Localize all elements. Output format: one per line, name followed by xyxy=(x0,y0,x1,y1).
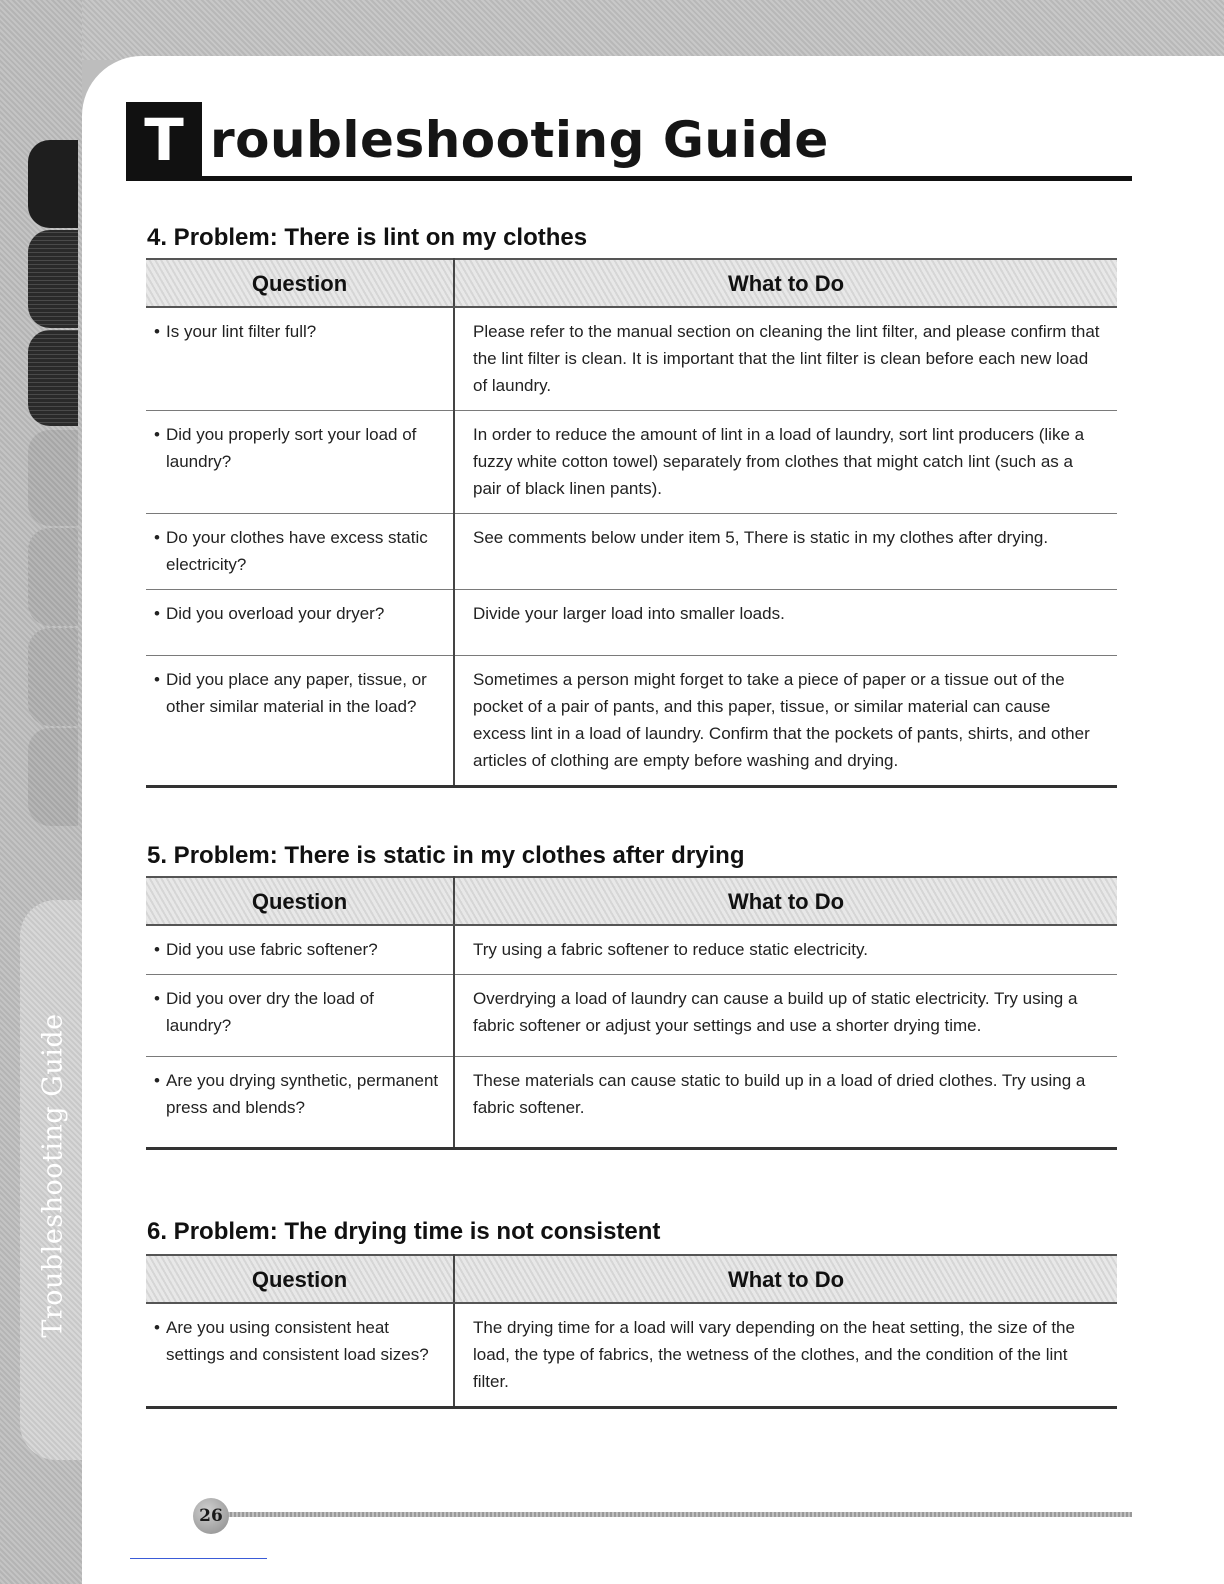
table-row xyxy=(146,411,1117,514)
table-header-row xyxy=(146,259,1117,307)
table-row xyxy=(146,307,1117,411)
answer-cell: The drying time for a load will vary depending on the heat setting, the size of the load, the type of fabrics, the wetness of the clothes, and the condition of the lint filter. xyxy=(454,1303,1117,1408)
question-cell: • Did you properly sort your load of laundry? xyxy=(146,411,454,514)
table-row xyxy=(146,925,1117,975)
answer-cell: Sometimes a person might forget to take a piece of paper or a tissue out of the pocket of a pair of pants, and this paper, tissue, or similar material can cause excess lint in a load of laundry. Confirm that the pockets of pants, shirts, and other articles of clothing are empty before washing and drying. xyxy=(454,656,1117,787)
answer-cell: Please refer to the manual section on cleaning the lint filter, and please confirm that the lint filter is clean. It is important that the lint filter is clean before each new load of laundry. xyxy=(454,307,1117,411)
section-title-drying-time: 6. Problem: The drying time is not consistent xyxy=(147,1218,661,1245)
section-title-lint: 4. Problem: There is lint on my clothes xyxy=(147,224,588,251)
header-initial-letter: T xyxy=(126,102,202,176)
question-cell: • Are you drying synthetic, permanent press and blends? xyxy=(146,1057,454,1149)
chapter-tab-2[interactable] xyxy=(28,230,78,328)
table-row xyxy=(146,975,1117,1057)
column-header-question: Question xyxy=(146,1255,454,1303)
chapter-tab-3[interactable] xyxy=(28,330,78,426)
section-title-static: 5. Problem: There is static in my clothes after drying xyxy=(147,842,745,869)
page-frame-top xyxy=(0,0,1224,60)
troubleshooting-table-lint xyxy=(146,258,1117,788)
column-header-what-to-do: What to Do xyxy=(454,259,1117,307)
table-row xyxy=(146,1303,1117,1408)
table-row xyxy=(146,514,1117,590)
question-cell: • Do your clothes have excess static electricity? xyxy=(146,514,454,590)
chapter-tab-4[interactable] xyxy=(28,430,78,526)
page-header xyxy=(126,100,1132,181)
answer-cell: Overdrying a load of laundry can cause a build up of static electricity. Try using a fabric softener or adjust your settings and use a shorter drying time. xyxy=(454,975,1117,1057)
link-underline xyxy=(130,1558,267,1559)
page-title: roubleshooting Guide xyxy=(210,111,829,169)
question-cell: • Did you use fabric softener? xyxy=(146,925,454,975)
troubleshooting-table-static xyxy=(146,876,1117,1150)
answer-cell: Divide your larger load into smaller loads. xyxy=(454,590,1117,656)
chapter-tab-6[interactable] xyxy=(28,628,78,726)
chapter-tab-label: Troubleshooting Guide xyxy=(37,1012,69,1338)
question-cell: • Did you overload your dryer? xyxy=(146,590,454,656)
question-cell: • Is your lint filter full? xyxy=(146,307,454,411)
chapter-tab-1[interactable] xyxy=(28,140,78,228)
answer-cell: Try using a fabric softener to reduce static electricity. xyxy=(454,925,1117,975)
table-row xyxy=(146,1057,1117,1149)
chapter-tab-5[interactable] xyxy=(28,528,78,626)
question-cell: • Did you over dry the load of laundry? xyxy=(146,975,454,1057)
table-header-row xyxy=(146,877,1117,925)
column-header-question: Question xyxy=(146,877,454,925)
column-header-what-to-do: What to Do xyxy=(454,877,1117,925)
chapter-tab-7[interactable] xyxy=(28,728,78,826)
answer-cell: See comments below under item 5, There is static in my clothes after drying. xyxy=(454,514,1117,590)
column-header-what-to-do: What to Do xyxy=(454,1255,1117,1303)
troubleshooting-table-drying-time xyxy=(146,1254,1117,1409)
footer-rule xyxy=(226,1512,1132,1517)
column-header-question: Question xyxy=(146,259,454,307)
answer-cell: These materials can cause static to build up in a load of dried clothes. Try using a fabric softener. xyxy=(454,1057,1117,1149)
question-cell: • Are you using consistent heat settings and consistent load sizes? xyxy=(146,1303,454,1408)
answer-cell: In order to reduce the amount of lint in a load of laundry, sort lint producers (like a fuzzy white cotton towel) separately from clothes that might catch lint (such as a pair of black linen pants). xyxy=(454,411,1117,514)
table-header-row xyxy=(146,1255,1117,1303)
question-cell: • Did you place any paper, tissue, or other similar material in the load? xyxy=(146,656,454,787)
table-row xyxy=(146,590,1117,656)
table-row xyxy=(146,656,1117,787)
page-number: 26 xyxy=(193,1498,229,1534)
